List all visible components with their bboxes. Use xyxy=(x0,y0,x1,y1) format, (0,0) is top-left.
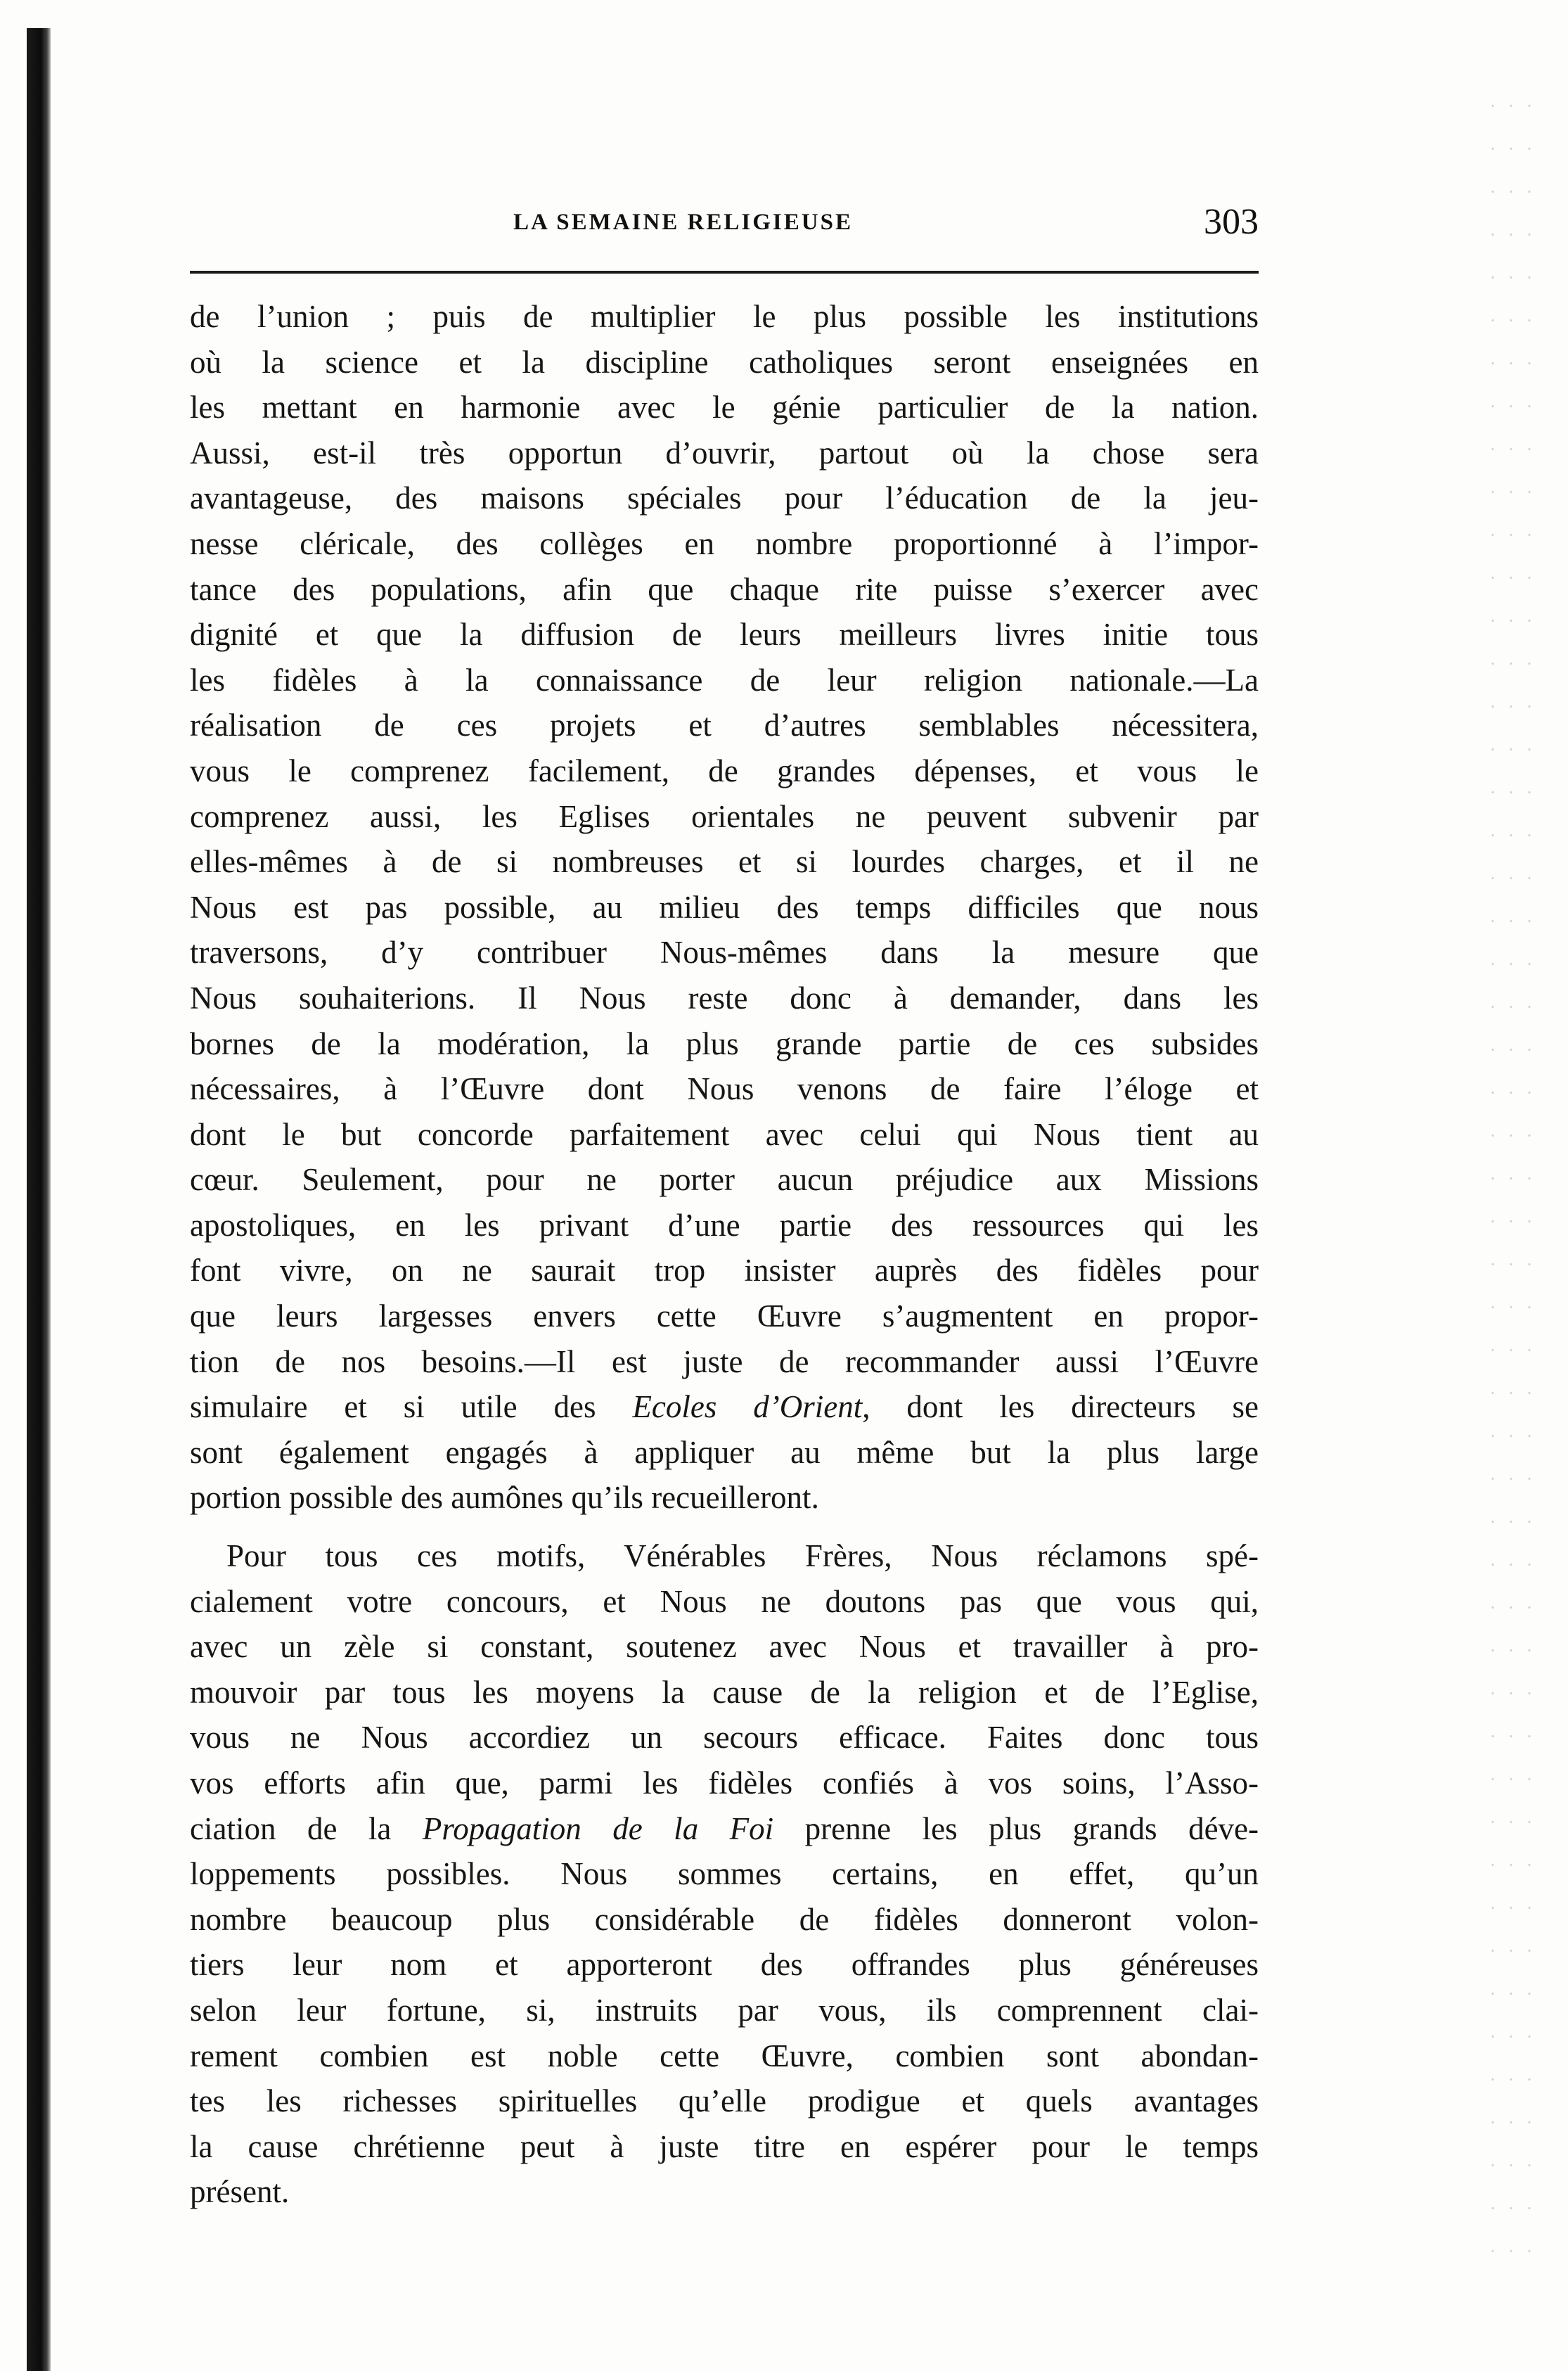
text-line: loppements possibles. Nous sommes certains, en effet, qu’un xyxy=(190,1856,1259,1892)
body-text xyxy=(190,294,1259,2215)
text-line: les mettant en harmonie avec le génie particulier de la nation. xyxy=(190,390,1259,426)
text-line-with-italic xyxy=(190,1384,1259,1430)
page-header xyxy=(190,196,1259,259)
text-line: avec un zèle si constant, soutenez avec Nous et travailler à pro- xyxy=(190,1629,1259,1665)
running-title: LA SEMAINE RELIGIEUSE xyxy=(513,210,853,235)
text-line: apostoliques, en les privant d’une partie des ressources qui les xyxy=(190,1207,1259,1243)
text-line: selon leur fortune, si, instruits par vous, ils comprennent clai- xyxy=(190,1992,1259,2028)
text-line: cœur. Seulement, pour ne porter aucun préjudice aux Missions xyxy=(190,1162,1259,1198)
text-line: les fidèles à la connaissance de leur religion nationale.—La xyxy=(190,662,1259,698)
text-line: comprenez aussi, les Eglises orientales ne peuvent subvenir par xyxy=(190,798,1259,834)
page-number: 303 xyxy=(1204,202,1259,242)
text-line: que leurs largesses envers cette Œuvre s’augmentent en propor- xyxy=(190,1298,1259,1334)
text-run: simulaire et si utile des xyxy=(190,1389,633,1425)
text-line: nombre beaucoup plus considérable de fidèles donneront volon- xyxy=(190,1901,1259,1937)
text-line: nesse cléricale, des collèges en nombre proportionné à l’impor- xyxy=(190,525,1259,561)
header-rule xyxy=(190,271,1259,274)
text-line: Aussi, est-il très opportun d’ouvrir, partout où la chose sera xyxy=(190,435,1259,471)
text-line: portion possible des aumônes qu’ils recueilleront. xyxy=(190,1480,819,1516)
paper-edge-specks xyxy=(1484,84,1540,2265)
text-line-with-italic xyxy=(190,1806,1259,1852)
text-line: dignité et que la diffusion de leurs meilleurs livres initie tous xyxy=(190,617,1259,653)
text-line: Nous est pas possible, au milieu des temps difficiles que nous xyxy=(190,889,1259,925)
text-line: rement combien est noble cette Œuvre, combien sont abondan- xyxy=(190,2038,1259,2073)
text-line: réalisation de ces projets et d’autres semblables nécessitera, xyxy=(190,708,1259,743)
text-line: où la science et la discipline catholiques seront enseignées en xyxy=(190,344,1259,380)
text-line: présent. xyxy=(190,2174,290,2210)
text-line: Pour tous ces motifs, Vénérables Frères, Nous réclamons spé- xyxy=(226,1538,1259,1574)
text-line: tion de nos besoins.—Il est juste de recommander aussi l’Œuvre xyxy=(190,1343,1259,1379)
text-run: , dont les directeurs se xyxy=(862,1389,1259,1425)
text-line: mouvoir par tous les moyens la cause de la religion et de l’Eglise, xyxy=(190,1674,1259,1710)
text-line: cialement votre concours, et Nous ne doutons pas que vous qui, xyxy=(190,1583,1259,1619)
text-line: vous le comprenez facilement, de grandes dépenses, et vous le xyxy=(190,753,1259,788)
text-line: vous ne Nous accordiez un secours efficace. Faites donc tous xyxy=(190,1720,1259,1756)
text-line: tes les richesses spirituelles qu’elle prodigue et quels avantages xyxy=(190,2083,1259,2119)
text-line: la cause chrétienne peut à juste titre en espérer pour le temps xyxy=(190,2128,1259,2164)
italic-title-propagation-de-la-foi: Propagation de la Foi xyxy=(422,1810,774,1846)
italic-title-ecoles-d-orient: Ecoles d’Orient xyxy=(632,1389,863,1425)
text-line: de l’union ; puis de multiplier le plus possible les institutions xyxy=(190,299,1259,334)
text-line: nécessaires, à l’Œuvre dont Nous venons de faire l’éloge et xyxy=(190,1071,1259,1107)
paragraph-gap xyxy=(190,1521,1259,1533)
paragraph-1 xyxy=(190,294,1259,1521)
text-line: dont le but concorde parfaitement avec celui qui Nous tient au xyxy=(190,1116,1259,1152)
text-line: tiers leur nom et apporteront des offrandes plus généreuses xyxy=(190,1947,1259,1983)
text-line: font vivre, on ne saurait trop insister auprès des fidèles pour xyxy=(190,1253,1259,1289)
text-line: bornes de la modération, la plus grande partie de ces subsides xyxy=(190,1025,1259,1061)
text-line: traversons, d’y contribuer Nous-mêmes dans la mesure que xyxy=(190,935,1259,971)
text-run: prenne les plus grands déve- xyxy=(773,1810,1259,1846)
text-line: vos efforts afin que, parmi les fidèles confiés à vos soins, l’Asso- xyxy=(190,1765,1259,1801)
text-line: tance des populations, afin que chaque rite puisse s’exercer avec xyxy=(190,571,1259,607)
text-line: Nous souhaiterions. Il Nous reste donc à demander, dans les xyxy=(190,980,1259,1016)
text-line: sont également engagés à appliquer au même but la plus large xyxy=(190,1434,1259,1470)
paragraph-2 xyxy=(190,1533,1259,2215)
text-run: ciation de la xyxy=(190,1810,423,1846)
binding-shadow xyxy=(27,28,51,2371)
text-line: avantageuse, des maisons spéciales pour l’éducation de la jeu- xyxy=(190,480,1259,516)
text-line: elles-mêmes à de si nombreuses et si lourdes charges, et il ne xyxy=(190,844,1259,880)
